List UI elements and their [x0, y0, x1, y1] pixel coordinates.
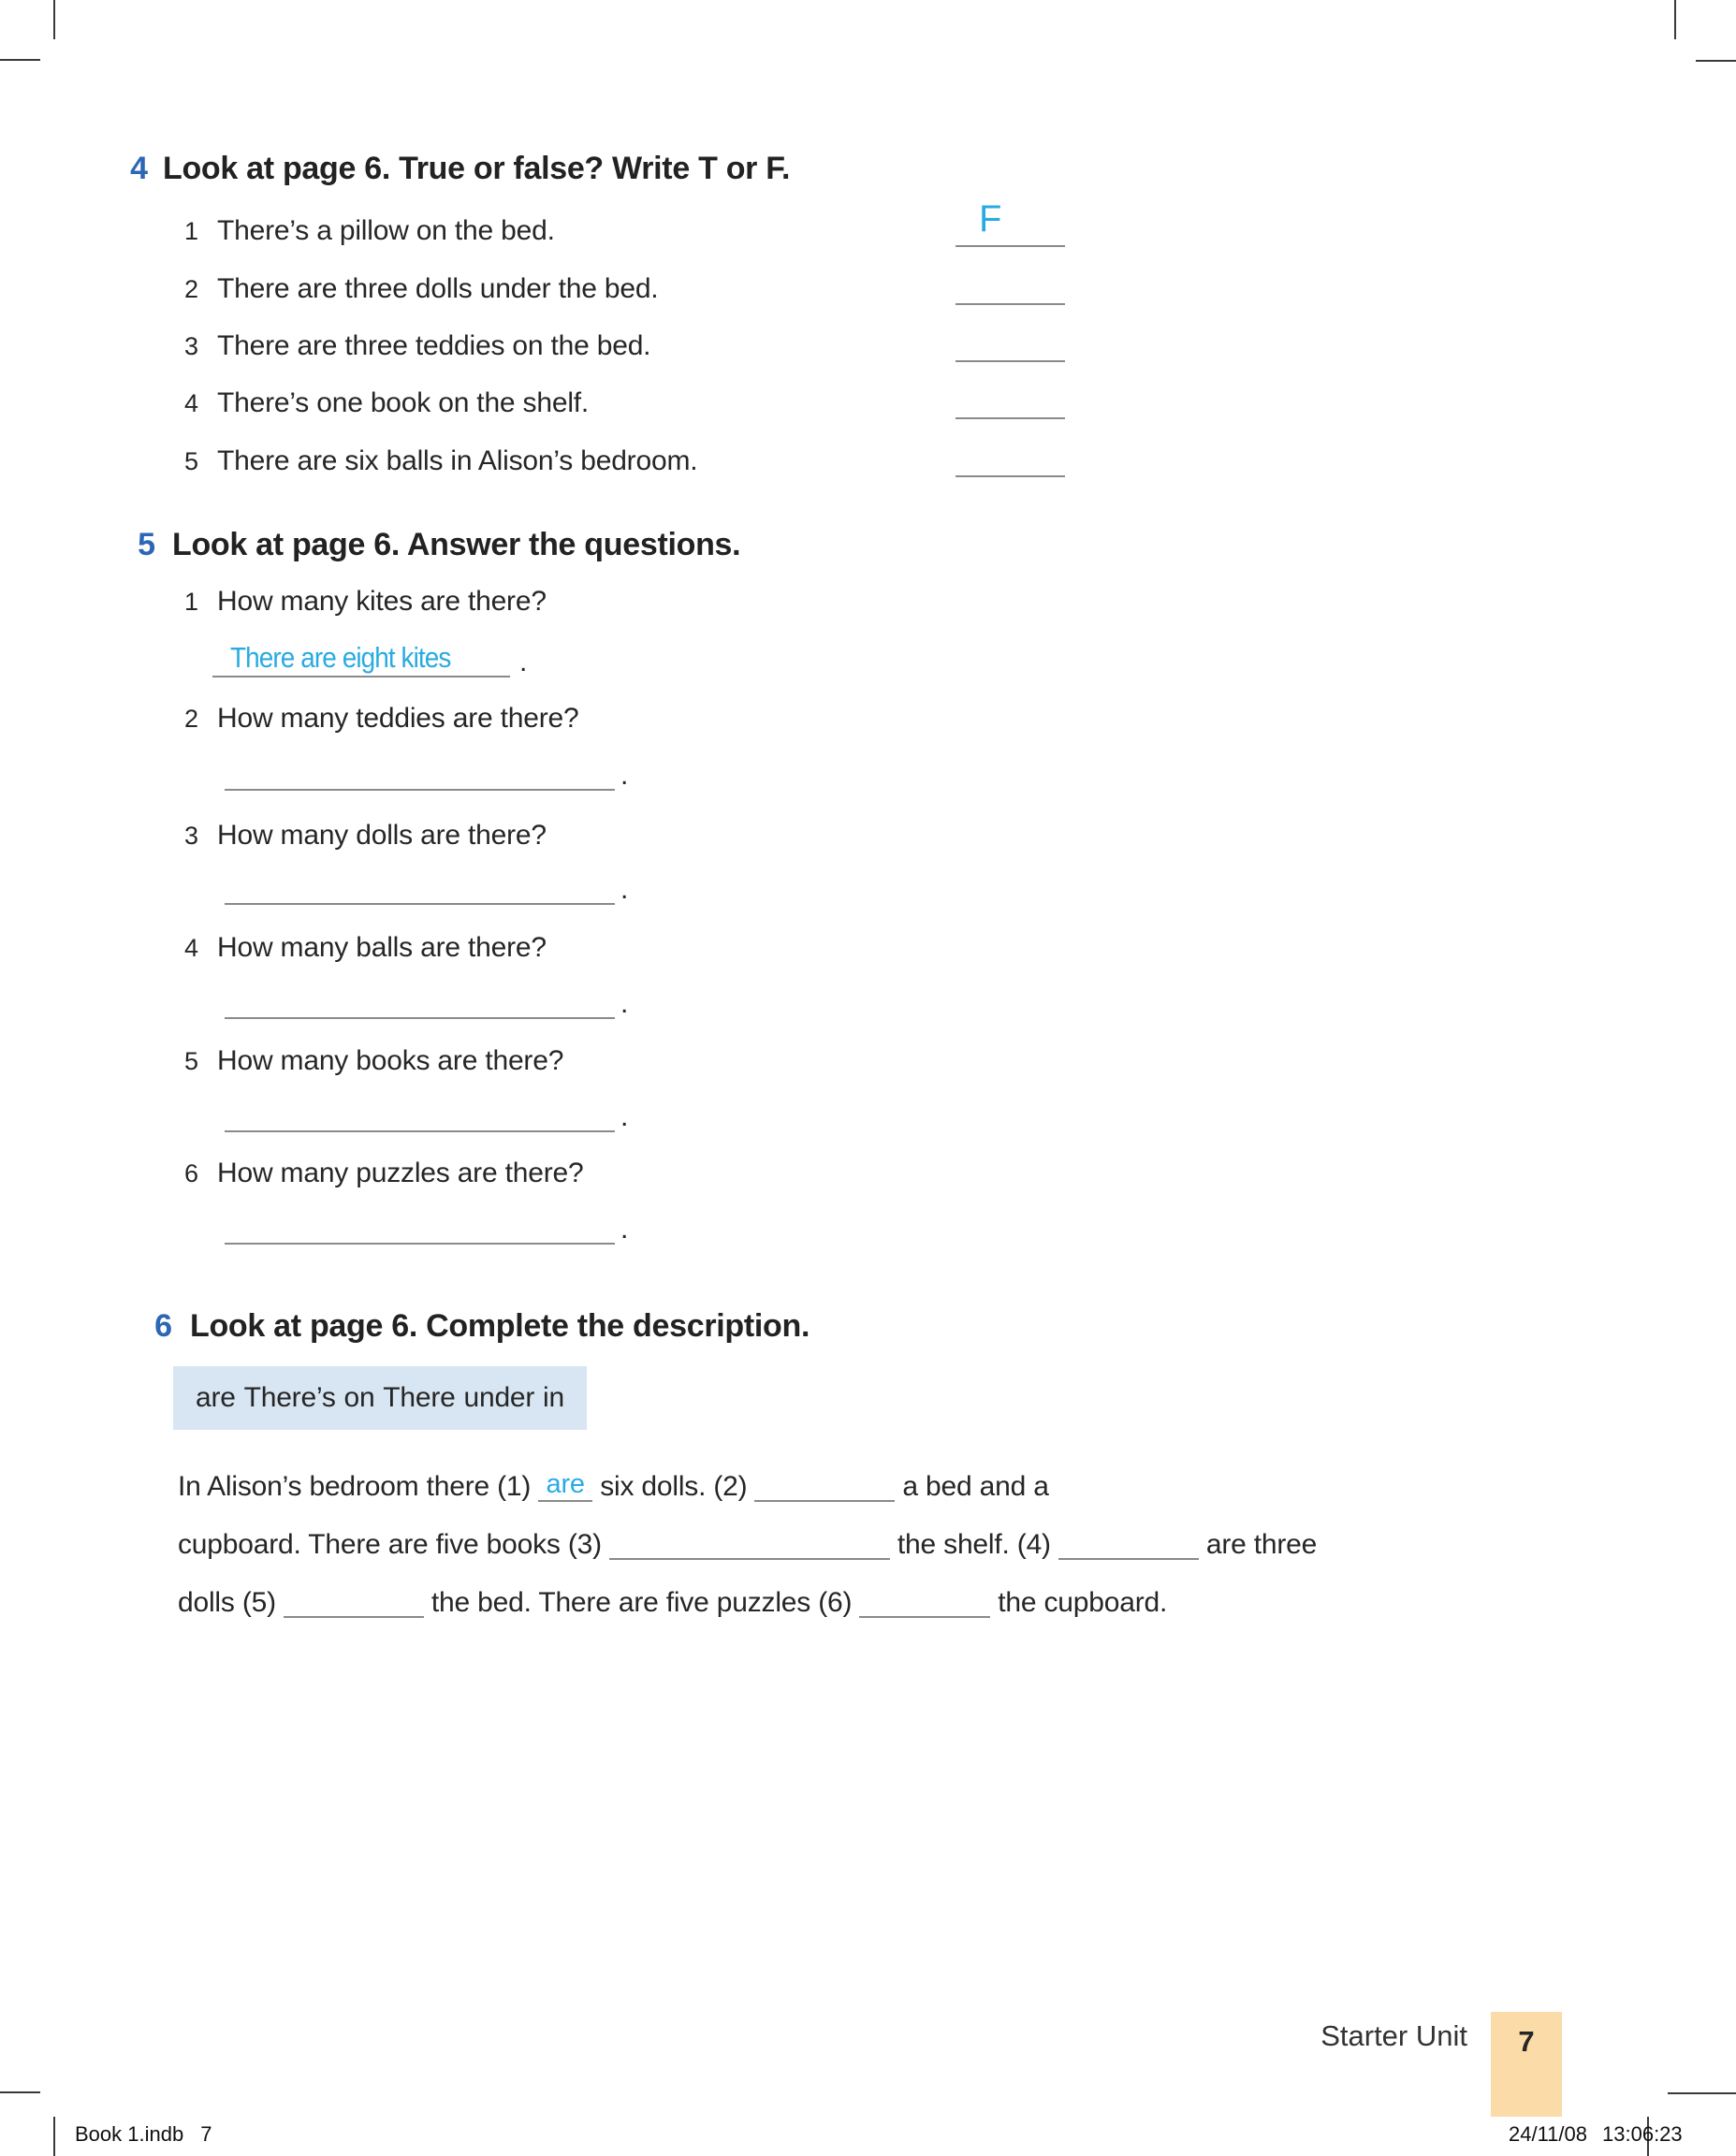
sentence-period: . — [620, 1101, 629, 1132]
word-bank-item: in — [543, 1382, 564, 1413]
item-text: There’s one book on the shelf. — [217, 387, 590, 418]
question-text: How many balls are there? — [217, 932, 547, 963]
fill-blank[interactable] — [859, 1592, 990, 1618]
question-text: How many books are there? — [217, 1045, 564, 1076]
item-number: 3 — [184, 822, 198, 850]
item-number: 1 — [184, 217, 198, 245]
answer-line[interactable] — [225, 903, 615, 905]
true-false-item — [184, 271, 658, 307]
paragraph-text: In Alison’s bedroom there (1) — [178, 1471, 532, 1502]
answer-line[interactable] — [956, 417, 1065, 419]
paragraph-line — [178, 1469, 1049, 1505]
exercise5-title: Look at page 6. Answer the questions. — [172, 527, 741, 562]
item-number: 3 — [184, 332, 198, 360]
paragraph-text: are three — [1205, 1529, 1318, 1560]
word-bank-item: There — [383, 1382, 456, 1413]
question-item — [184, 584, 547, 619]
item-text: There are six balls in Alison’s bedroom. — [217, 445, 698, 476]
sentence-period: . — [620, 1214, 629, 1245]
fill-blank[interactable] — [538, 1469, 592, 1502]
answer-line[interactable] — [225, 789, 615, 791]
sentence-period: . — [519, 647, 528, 677]
fill-blank[interactable] — [1058, 1534, 1199, 1560]
answer-line[interactable] — [225, 1017, 615, 1019]
word-bank-item: There’s — [243, 1382, 336, 1413]
true-false-item — [184, 386, 589, 421]
paragraph-text: a bed and a — [902, 1471, 1049, 1502]
true-false-item — [184, 213, 555, 249]
paragraph-text: the bed. There are five puzzles (6) — [430, 1587, 853, 1618]
crop-mark-top-left-horizontal — [0, 59, 40, 61]
item-number: 2 — [184, 705, 198, 733]
item-number: 4 — [184, 934, 198, 962]
paragraph-line — [178, 1527, 1317, 1563]
crop-mark-bottom-left-vertical — [53, 2117, 55, 2156]
answer-line[interactable] — [956, 475, 1065, 477]
answer-line[interactable] — [956, 303, 1065, 305]
question-item — [184, 1043, 563, 1079]
item-number: 5 — [184, 447, 198, 475]
crop-mark-bottom-right-horizontal — [1668, 2092, 1736, 2094]
footer-date: 24/11/08 — [1509, 2122, 1588, 2146]
question-text: How many teddies are there? — [217, 703, 579, 734]
item-number: 6 — [184, 1159, 198, 1187]
sentence-period: . — [620, 988, 629, 1019]
footer-time: 13:06:23 — [1602, 2122, 1683, 2146]
item-number: 1 — [184, 588, 198, 616]
page-number-tab — [1491, 2012, 1562, 2117]
word-bank-item: on — [343, 1382, 375, 1413]
question-text: How many dolls are there? — [217, 820, 547, 851]
true-false-item — [184, 328, 650, 364]
paragraph-text: the shelf. (4) — [897, 1529, 1051, 1560]
handwritten-answer: There are eight kites — [230, 641, 451, 674]
exercise4-number: 4 — [130, 151, 148, 186]
crop-mark-top-right-horizontal — [1696, 60, 1736, 62]
question-item — [184, 818, 547, 853]
question-text: How many puzzles are there? — [217, 1158, 584, 1188]
word-bank-item: are — [196, 1382, 236, 1413]
fill-blank[interactable] — [284, 1592, 424, 1618]
exercise6-number: 6 — [154, 1308, 172, 1344]
paragraph-text: cupboard. There are five books (3) — [178, 1529, 602, 1560]
answer-line[interactable] — [956, 245, 1065, 247]
word-bank-item: under — [463, 1382, 535, 1413]
true-false-item — [184, 444, 697, 479]
question-item — [184, 930, 547, 966]
word-bank — [173, 1366, 587, 1430]
question-text: How many kites are there? — [217, 586, 547, 617]
sentence-period: . — [620, 874, 629, 905]
sentence-period: . — [620, 760, 629, 791]
footer-filename: Book 1.indb — [75, 2122, 184, 2146]
question-item — [184, 701, 578, 736]
crop-mark-top-right-vertical — [1674, 0, 1676, 39]
paragraph-text: six dolls. (2) — [600, 1471, 748, 1502]
exercise5-number: 5 — [138, 527, 155, 562]
item-text: There are three dolls under the bed. — [217, 273, 659, 304]
handwritten-answer: are — [546, 1469, 585, 1499]
item-number: 2 — [184, 275, 198, 303]
paragraph-text: the cupboard. — [998, 1587, 1168, 1618]
item-text: There are three teddies on the bed. — [217, 330, 651, 361]
fill-blank[interactable] — [609, 1534, 890, 1560]
item-text: There’s a pillow on the bed. — [217, 215, 555, 246]
paragraph-line — [178, 1585, 1167, 1621]
question-item — [184, 1156, 583, 1191]
footer-timestamp-line — [1509, 2122, 1683, 2147]
exercise4-title: Look at page 6. True or false? Write T or F. — [163, 151, 791, 186]
answer-line[interactable] — [225, 1243, 615, 1245]
crop-mark-bottom-left-horizontal — [0, 2091, 40, 2093]
footer-filename-line — [75, 2122, 212, 2147]
exercise6-title: Look at page 6. Complete the description. — [190, 1308, 810, 1344]
footer-unit-label: Starter Unit — [1320, 2019, 1467, 2052]
fill-blank[interactable] — [754, 1476, 895, 1502]
paragraph-text: dolls (5) — [178, 1587, 276, 1618]
page-number: 7 — [1518, 2025, 1535, 2058]
crop-mark-top-left-vertical — [53, 0, 55, 39]
item-number: 4 — [184, 389, 198, 417]
item-number: 5 — [184, 1047, 198, 1075]
footer-file-page: 7 — [200, 2122, 212, 2146]
handwritten-answer: F — [979, 198, 1002, 240]
answer-line[interactable] — [956, 360, 1065, 362]
answer-line[interactable] — [212, 676, 510, 677]
answer-line[interactable] — [225, 1130, 615, 1132]
